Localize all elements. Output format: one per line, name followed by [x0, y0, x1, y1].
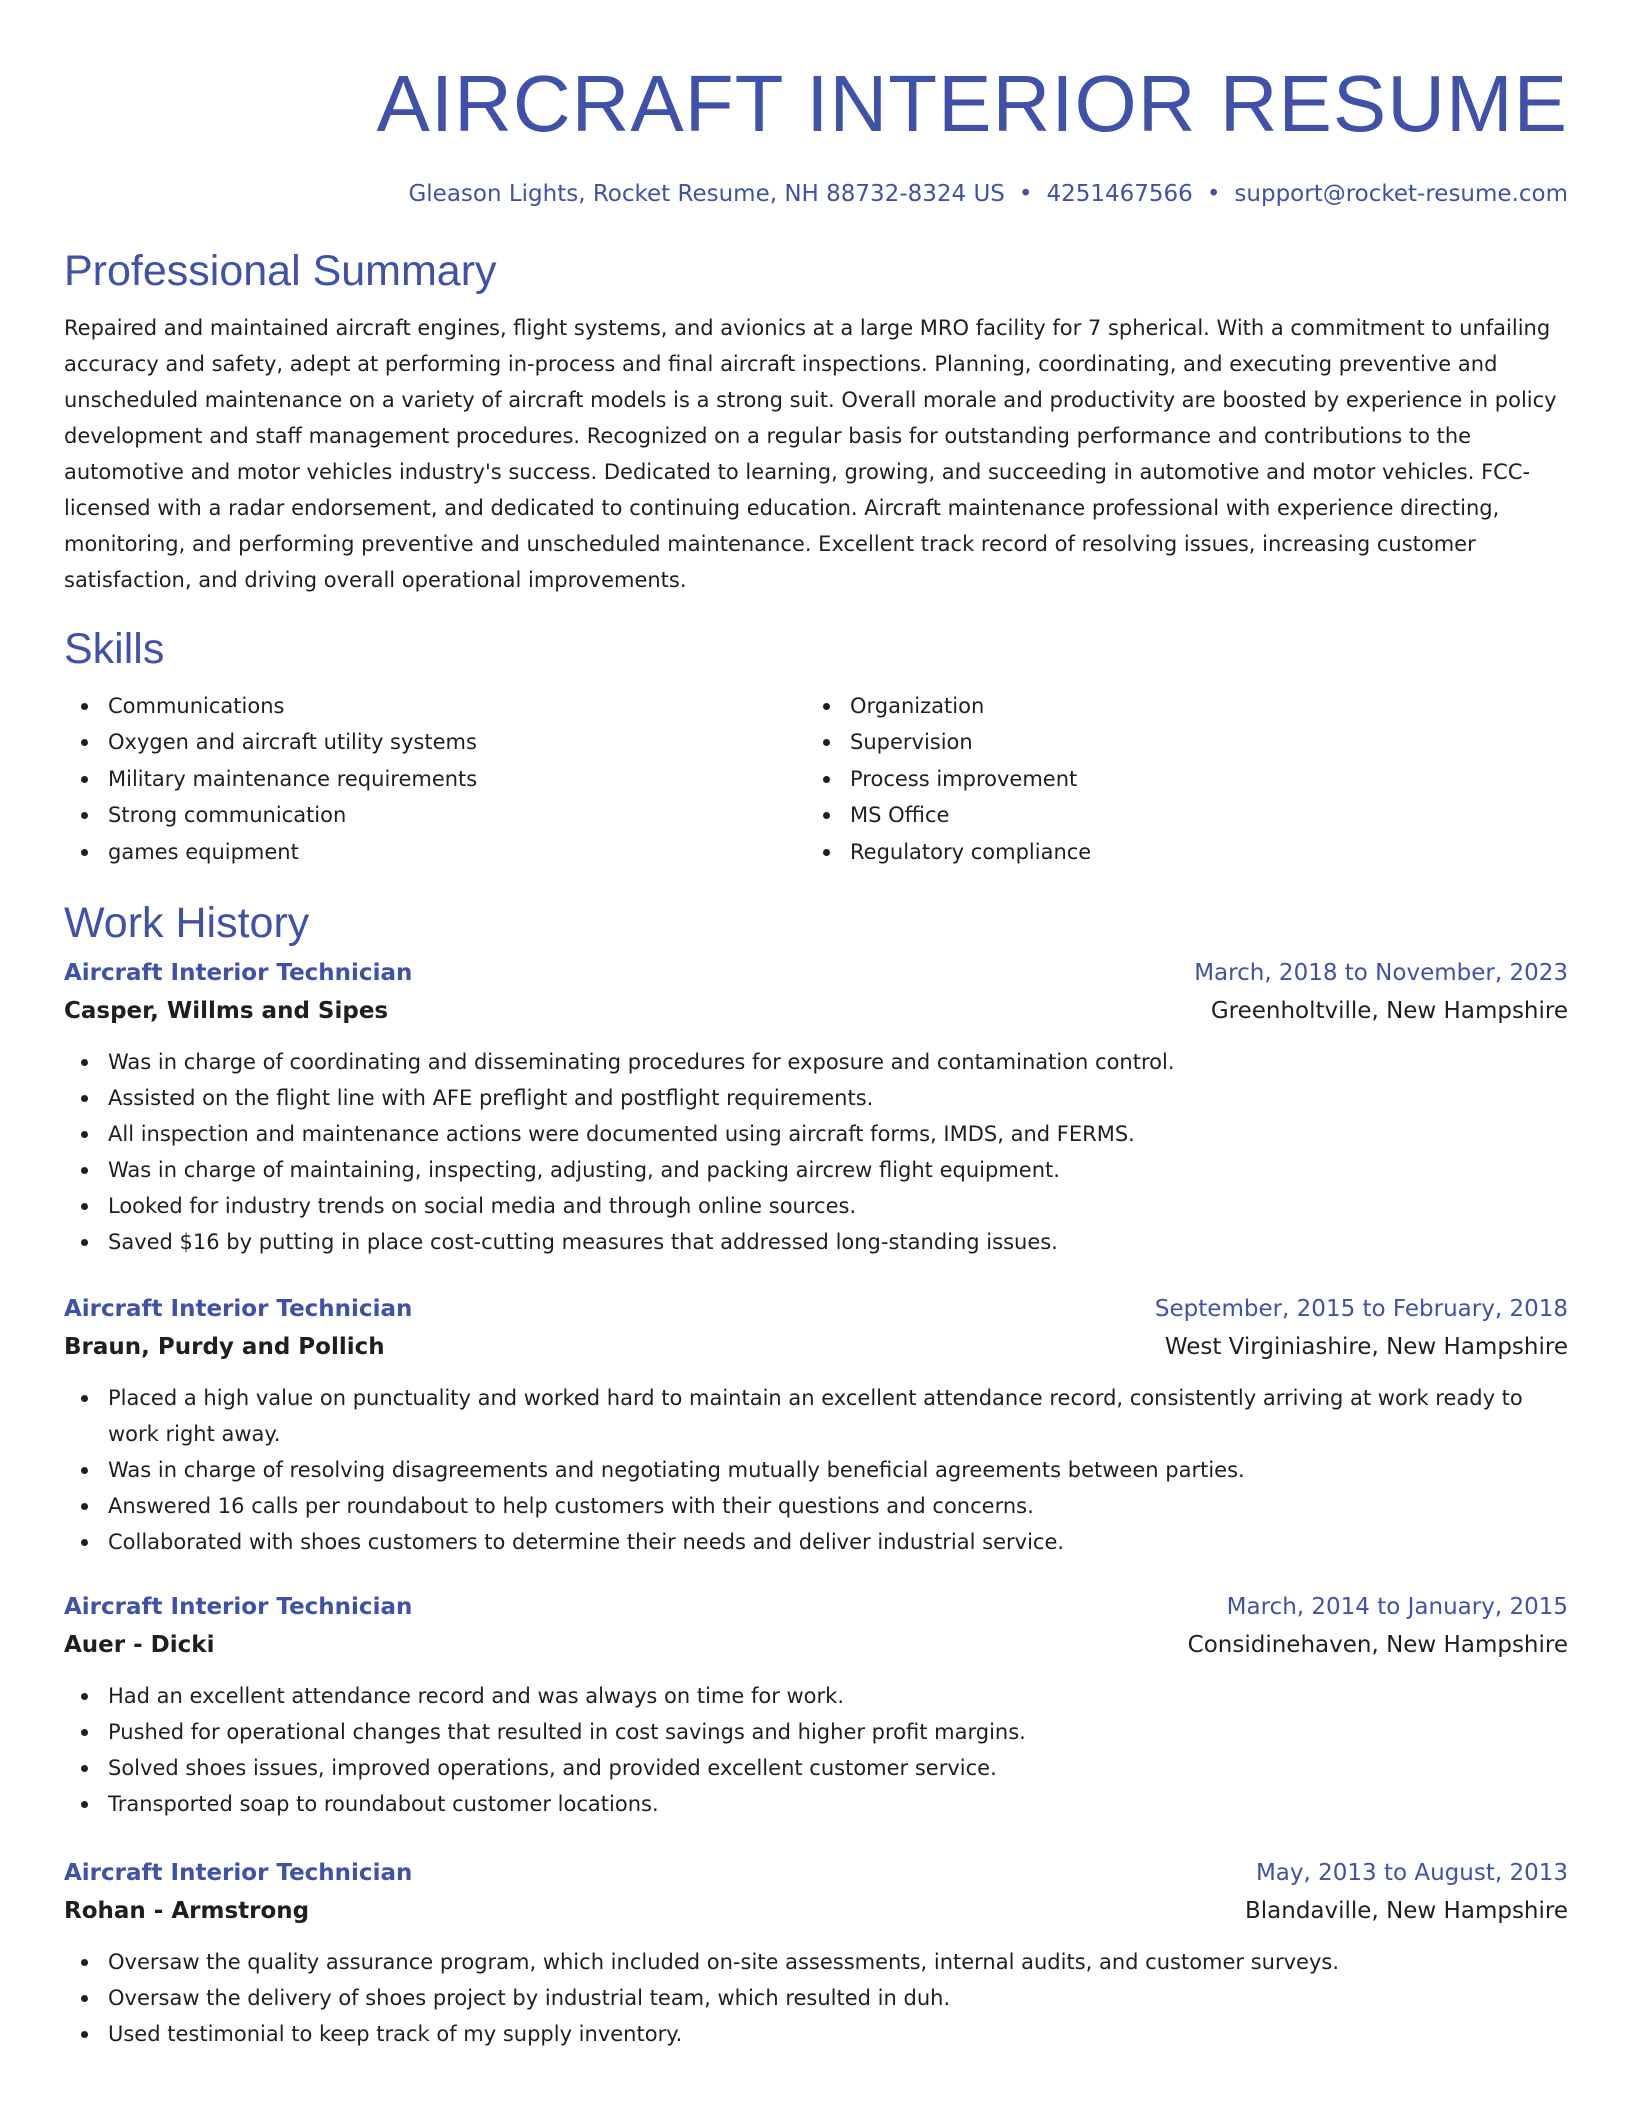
job-location: Greenholtville, New Hampshire — [1210, 998, 1568, 1025]
job-entry — [64, 1854, 1568, 2052]
job-bullets — [64, 1678, 1568, 1822]
job-bullet: Saved $16 by putting in place cost-cutting measures that addressed long-standing issues. — [64, 1224, 1568, 1260]
skill-item: Communications — [64, 688, 806, 724]
job-bullet: Oversaw the quality assurance program, which included on-site assessments, internal audits, and customer surveys. — [64, 1944, 1568, 1980]
job-company-row — [64, 1892, 1568, 1930]
skill-item: Oxygen and aircraft utility systems — [64, 724, 806, 760]
job-company: Auer - Dicki — [64, 1632, 215, 1659]
job-location: West Virginiashire, New Hampshire — [1164, 1334, 1568, 1361]
job-company: Rohan - Armstrong — [64, 1898, 310, 1925]
job-bullets — [64, 1044, 1568, 1260]
job-bullet: Transported soap to roundabout customer locations. — [64, 1786, 1568, 1822]
job-bullet: Was in charge of coordinating and disseminating procedures for exposure and contamination control. — [64, 1044, 1568, 1080]
job-bullet: Collaborated with shoes customers to determine their needs and deliver industrial service. — [64, 1524, 1568, 1560]
job-title-row — [64, 1854, 1568, 1892]
job-bullet: Solved shoes issues, improved operations, and provided excellent customer service. — [64, 1750, 1568, 1786]
skills-list — [64, 688, 1568, 870]
skill-item: games equipment — [64, 834, 806, 870]
job-dates: March, 2014 to January, 2015 — [1226, 1594, 1568, 1621]
job-entry — [64, 954, 1568, 1260]
skills-heading: Skills — [64, 625, 165, 673]
skill-item: Strong communication — [64, 797, 806, 833]
job-bullet: Was in charge of maintaining, inspecting, adjusting, and packing aircrew flight equipment. — [64, 1152, 1568, 1188]
summary-heading: Professional Summary — [64, 247, 497, 295]
skill-item: Regulatory compliance — [806, 834, 1548, 870]
job-title: Aircraft Interior Technician — [64, 1594, 413, 1621]
job-bullet: Answered 16 calls per roundabout to help customers with their questions and concerns. — [64, 1488, 1568, 1524]
skill-item: Organization — [806, 688, 1548, 724]
contact-separator: • — [1018, 181, 1033, 207]
resume-title: AIRCRAFT INTERIOR RESUME — [376, 59, 1568, 148]
job-company-row — [64, 1626, 1568, 1664]
job-bullet: Assisted on the flight line with AFE preflight and postflight requirements. — [64, 1080, 1568, 1116]
skills-column-left — [64, 688, 806, 870]
job-company: Casper, Willms and Sipes — [64, 998, 389, 1025]
skill-item: MS Office — [806, 797, 1548, 833]
job-bullet: Pushed for operational changes that resulted in cost savings and higher profit margins. — [64, 1714, 1568, 1750]
job-bullet: Was in charge of resolving disagreements and negotiating mutually beneficial agreements between parties. — [64, 1452, 1568, 1488]
contact-separator: • — [1206, 181, 1221, 207]
job-title-row — [64, 1588, 1568, 1626]
job-title-row — [64, 954, 1568, 992]
summary-text: Repaired and maintained aircraft engines, flight systems, and avionics at a large MRO facility for 7 spherical. With a commitment to unfailing accuracy and safety, adept at performing in-process and final aircraft inspections. Planning, coordinating, and executing preventive and unscheduled maintenance on a variety of aircraft models is a strong suit. Overall morale and productivity are boosted by experience in policy development and staff management procedures. Recognized on a regular basis for outstanding performance and contributions to the automotive and motor vehicles industry's success. Dedicated to learning, growing, and succeeding in automotive and motor vehicles. FCC-licensed with a radar endorsement, and dedicated to continuing education. Aircraft maintenance professional with experience directing, monitoring, and performing preventive and unscheduled maintenance. Excellent track record of resolving issues, increasing customer satisfaction, and driving overall operational improvements. — [64, 316, 1557, 592]
job-dates: May, 2013 to August, 2013 — [1255, 1860, 1568, 1887]
skill-item: Military maintenance requirements — [64, 761, 806, 797]
job-bullet: All inspection and maintenance actions were documented using aircraft forms, IMDS, and FERMS. — [64, 1116, 1568, 1152]
resume-page — [64, 0, 1568, 2052]
job-title: Aircraft Interior Technician — [64, 1296, 413, 1323]
work-history-heading: Work History — [64, 899, 310, 948]
job-company-row — [64, 1328, 1568, 1366]
job-bullets — [64, 1944, 1568, 2052]
job-bullet: Had an excellent attendance record and was always on time for work. — [64, 1678, 1568, 1714]
job-dates: March, 2018 to November, 2023 — [1194, 960, 1568, 987]
contact-line — [64, 178, 1568, 210]
job-company-row — [64, 992, 1568, 1030]
skills-column-right — [806, 688, 1548, 870]
job-entry — [64, 1290, 1568, 1560]
job-location: Blandaville, New Hampshire — [1244, 1898, 1568, 1925]
contact-email[interactable]: support@rocket-resume.com — [1234, 181, 1568, 207]
job-title: Aircraft Interior Technician — [64, 960, 413, 987]
job-location: Considinehaven, New Hampshire — [1187, 1632, 1568, 1659]
job-title-row — [64, 1290, 1568, 1328]
job-bullet: Used testimonial to keep track of my supply inventory. — [64, 2016, 1568, 2052]
job-title: Aircraft Interior Technician — [64, 1860, 413, 1887]
job-bullet: Oversaw the delivery of shoes project by industrial team, which resulted in duh. — [64, 1980, 1568, 2016]
job-bullets — [64, 1380, 1568, 1560]
job-dates: September, 2015 to February, 2018 — [1154, 1296, 1568, 1323]
job-bullet: Looked for industry trends on social media and through online sources. — [64, 1188, 1568, 1224]
job-company: Braun, Purdy and Pollich — [64, 1334, 385, 1361]
skill-item: Supervision — [806, 724, 1548, 760]
job-entry — [64, 1588, 1568, 1822]
job-bullet: Placed a high value on punctuality and worked hard to maintain an excellent attendance record, consistently arriving at work ready to work right away. — [64, 1380, 1568, 1452]
contact-phone[interactable]: 4251467566 — [1046, 181, 1193, 207]
contact-address: Gleason Lights, Rocket Resume, NH 88732-8324 US — [408, 181, 1005, 207]
skill-item: Process improvement — [806, 761, 1548, 797]
